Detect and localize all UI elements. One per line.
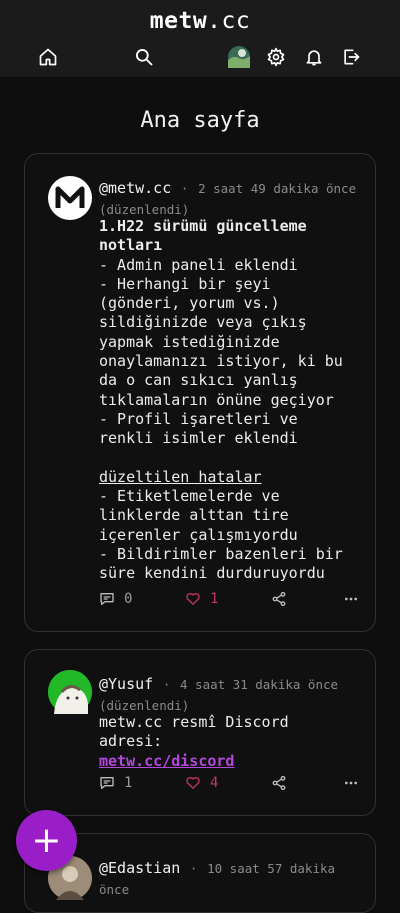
- heart-icon: [185, 775, 201, 791]
- post-body-line: - Profil işaretleri ve: [99, 409, 298, 428]
- share-icon: [271, 591, 287, 607]
- bell-icon[interactable]: [302, 45, 326, 69]
- post-author[interactable]: @Edastian: [99, 859, 181, 877]
- separator-dot: ·: [189, 861, 198, 876]
- like-button[interactable]: [185, 775, 218, 791]
- edited-label: (düzenlendi): [99, 698, 190, 713]
- comment-icon: [99, 591, 115, 607]
- post-body-line: - Etiketlemelerde ve: [99, 487, 280, 506]
- like-button[interactable]: [185, 591, 218, 607]
- author-avatar[interactable]: [48, 176, 92, 220]
- gear-icon[interactable]: [264, 45, 288, 69]
- avatar[interactable]: [228, 46, 250, 68]
- new-post-button[interactable]: [16, 810, 77, 871]
- separator-dot: ·: [162, 677, 171, 692]
- post-actions: [99, 591, 357, 611]
- search-icon[interactable]: [132, 45, 156, 69]
- comment-button[interactable]: [99, 775, 132, 791]
- post-body-line: da o can sıkıcı yanlış: [99, 371, 298, 390]
- comment-count: 0: [124, 591, 133, 607]
- post-body-line: sildiğinizde veya çıkış: [99, 313, 307, 332]
- share-button[interactable]: [271, 775, 287, 791]
- post-body-line: - Admin paneli eklendi: [99, 255, 298, 274]
- more-icon: [343, 591, 359, 607]
- more-button[interactable]: [343, 591, 359, 607]
- blank-line: [99, 449, 357, 468]
- post-body-line: tıklamaların önüne geçiyor: [99, 390, 334, 409]
- post-body-line: renkli isimler eklendi: [99, 429, 298, 448]
- more-icon: [343, 775, 359, 791]
- post-author[interactable]: @metw.cc: [99, 179, 172, 197]
- post-body-line: linklerde alttan tire: [99, 506, 289, 525]
- post-body-line: onaylamanızı istiyor, ki bu: [99, 352, 343, 371]
- post-title-line: 1.H22 sürümü güncelleme: [99, 217, 307, 235]
- home-icon[interactable]: [36, 45, 60, 69]
- plus-icon: +: [31, 819, 62, 861]
- post-card[interactable]: [24, 833, 376, 913]
- separator-dot: ·: [180, 181, 189, 196]
- post-actions: [99, 775, 357, 795]
- page-title: Ana sayfa: [140, 108, 260, 133]
- post-time-cont: önce: [99, 882, 130, 897]
- discord-link[interactable]: metw.cc/discord: [99, 751, 235, 770]
- site-logo[interactable]: metw.cc: [149, 8, 251, 34]
- more-button[interactable]: [343, 775, 359, 791]
- like-count: 4: [210, 775, 219, 791]
- post-time: 10 saat 57 dakika: [207, 861, 336, 876]
- post-body-line: metw.cc resmî Discord: [99, 713, 289, 731]
- post-body-line: süre kendini durduruyordu: [99, 564, 325, 583]
- post-body-line: (gönderi, yorum vs.): [99, 294, 280, 313]
- heart-icon: [185, 591, 201, 607]
- section-title: düzeltilen hatalar: [99, 467, 262, 486]
- post-body-line: yapmak istediğinizde: [99, 332, 280, 351]
- edited-label: (düzenlendi): [99, 202, 190, 217]
- like-count: 1: [210, 591, 219, 607]
- post-body-line: - Bildirimler bazenleri bir: [99, 545, 343, 564]
- post-body-line: - Herhangi bir şeyi: [99, 274, 271, 293]
- comment-icon: [99, 775, 115, 791]
- post-body-line: adresi:: [99, 732, 163, 751]
- logout-icon[interactable]: [339, 45, 363, 69]
- post-time: 4 saat 31 dakika önce: [180, 677, 339, 692]
- comment-button[interactable]: [99, 591, 132, 607]
- post-content: [99, 713, 357, 771]
- post-card[interactable]: [24, 649, 376, 816]
- post-author[interactable]: @Yusuf: [99, 675, 154, 693]
- post-body-line: içerenler çalışmıyordu: [99, 525, 298, 544]
- share-button[interactable]: [271, 591, 287, 607]
- comment-count: 1: [124, 775, 133, 791]
- share-icon: [271, 775, 287, 791]
- post-time: 2 saat 49 dakika önce: [198, 181, 357, 196]
- post-card[interactable]: [24, 153, 376, 632]
- post-content: [99, 217, 357, 584]
- top-bar: [0, 0, 400, 77]
- author-avatar[interactable]: [48, 670, 92, 714]
- post-title-line: notları: [99, 236, 163, 255]
